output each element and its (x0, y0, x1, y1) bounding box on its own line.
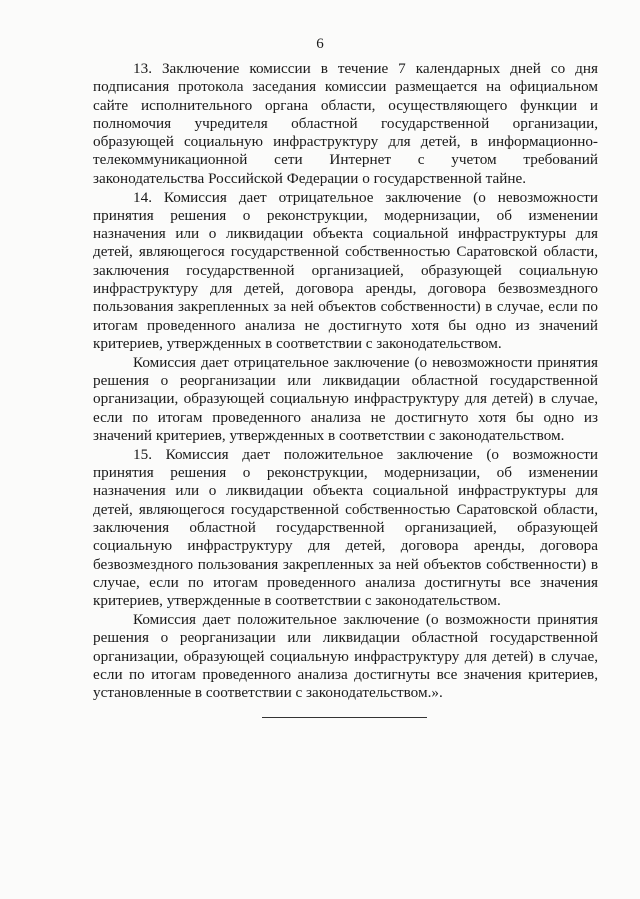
page-number: 6 (316, 36, 324, 52)
paragraph-14: 14. Комиссия дает отрицательное заключение (о невозможности принятия решения о реконструкции, модернизации, об изменении назначения или о ликвидации объекта социальной инфраструктуры для детей, являющегося государственной собственностью Саратовской области, заключения государственной организацией, образующей социальную инфраструктуру для детей, договора аренды, договора безвозмездного пользования закрепленных за ней объектов собственности) в случае, если по итогам проведенного анализа не достигнуто хотя бы одно из значений критериев, утвержденных в соответствии с законодательством. (93, 188, 598, 352)
closing-rule (262, 717, 427, 718)
paragraph-13: 13. Заключение комиссии в течение 7 календарных дней со дня подписания протокола заседания комиссии размещается на официальном сайте исполнительного органа области, осуществляющего функции и полномочия учредителя областной государственной организации, образующей социальную инфраструктуру для детей, в информационно-телекоммуникационной сети Интернет с учетом требований законодательства Российской Федерации о государственной тайне. (93, 60, 598, 187)
paragraph-15-positive-reorganization: Комиссия дает положительное заключение (о возможности принятия решения о реорганизации или ликвидации областной государственной организации, образующей социальную инфраструктуру для детей) в случае, если по итогам проведенного анализа достигнуты все значения критериев, установленные в соответствии с законодательством.». (93, 610, 598, 702)
paragraph-14-negative-reorganization: Комиссия дает отрицательное заключение (о невозможности принятия решения о реорганизации или ликвидации областной государственной организации, образующей социальную инфраструктуру для детей) в случае, если по итогам проведенного анализа не достигнуто хотя бы одно из значений критериев, утвержденных в соответствии с законодательством. (93, 353, 598, 444)
paragraph-15: 15. Комиссия дает положительное заключение (о возможности принятия решения о реконструкции, модернизации, об изменении назначения или о ликвидации объекта социальной инфраструктуры для детей, являющегося государственной собственностью Саратовской области, заключения областной государственной организацией, образующей социальную инфраструктуру для детей, договора аренды, договора безвозмездного пользования закрепленных за ней объектов собственности) в случае, если по итогам проведенного анализа достигнуты все значения критериев, утвержденные в соответствии с законодательством. (93, 445, 598, 610)
body-text (93, 60, 598, 702)
